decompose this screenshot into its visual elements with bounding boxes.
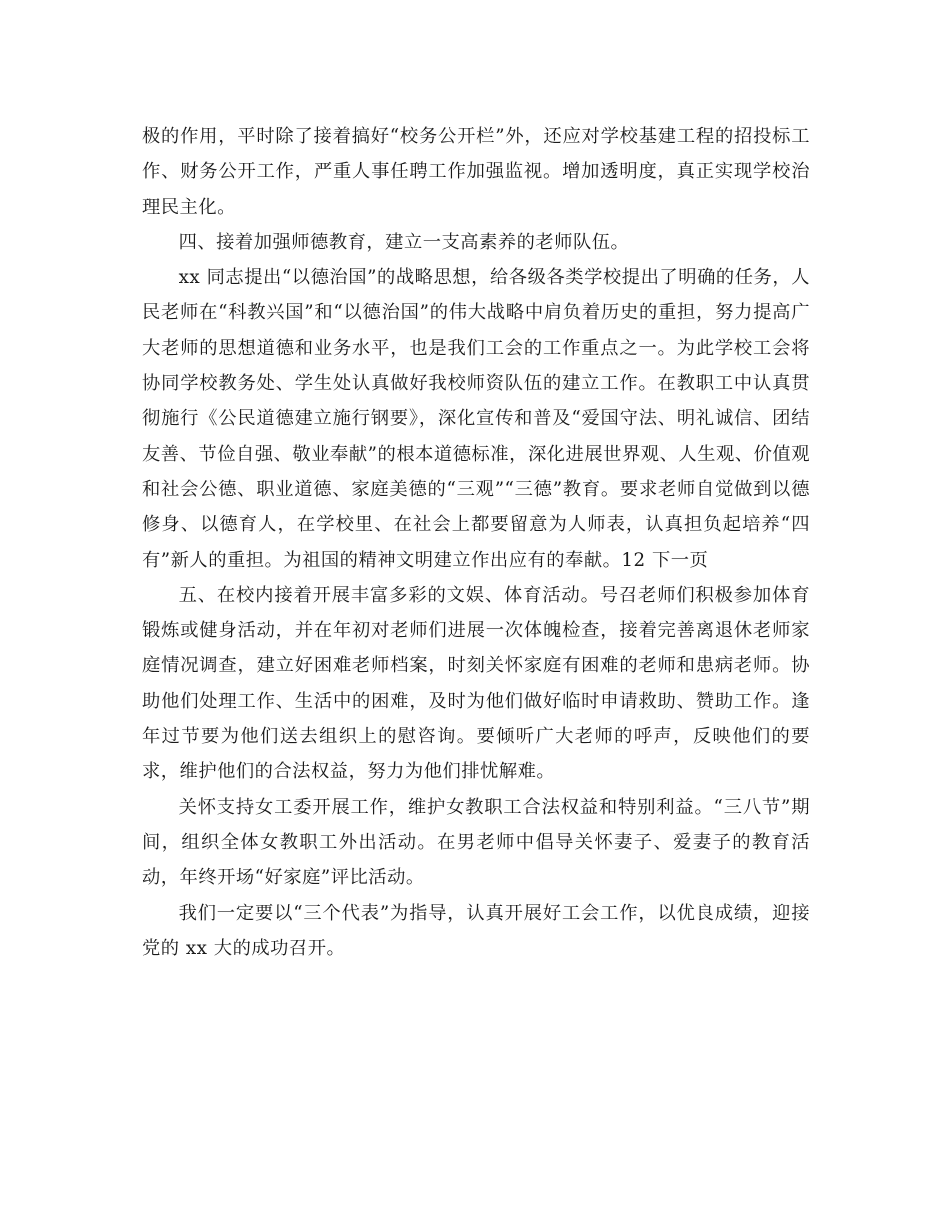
paragraph-women-committee: 关怀支持女工委开展工作，维护女教职工合法权益和特别利益。“三八节”期间，组织全体女教职工外出活动。在男老师中倡导关怀妻子、爱妻子的教育活动，年终开场“好家庭”评比活动。 <box>142 796 810 889</box>
paragraph-closing: 我们一定要以“三个代表”为指导，认真开展好工会工作，以优良成绩，迎接党的 xx 大的成功召开。 <box>142 902 810 959</box>
paragraph-section-four-body: xx 同志提出“以德治国”的战略思想，给各级各类学校提出了明确的任务，人民老师在“科教兴国”和“以德治国”的伟大战略中肩负着历史的重担，努力提高广大老师的思想道德和业务水平，也是我们工会的工作重点之一。为此学校工会将协同学校教务处、学生处认真做好我校师资队伍的建立工作。在教职工中认真贯彻施行《公民道德建立施行钢要》，深化宣传和普及“爱国守法、明礼诚信、团结友善、节俭自强、敬业奉献”的根本道德标准，深化进展世界观、人生观、价值观和社会公德、职业道德、家庭美德的“三观”“三德”教育。要求老师自觉做到以德修身、以德育人，在学校里、在社会上都要留意为人师表，认真担负起培养“四有”新人的重担。为祖国的精神文明建立作出应有的奉献。12 下一页 <box>142 267 810 571</box>
section-four-heading: 四、接着加强师德教育，建立一支高素养的老师队伍。 <box>178 231 630 253</box>
document-body <box>142 119 810 966</box>
paragraph-continuation: 极的作用，平时除了接着搞好“校务公开栏”外，还应对学校基建工程的招投标工作、财务公开工作，严重人事任聘工作加强监视。增加透明度，真正实现学校治理民主化。 <box>142 126 810 218</box>
paragraph-section-five: 五、在校内接着开展丰富多彩的文娱、体育活动。号召老师们积极参加体育锻炼或健身活动，并在年初对老师们进展一次体魄检查，接着完善离退休老师家庭情况调查，建立好困难老师档案，时刻关怀家庭有困难的老师和患病老师。协助他们处理工作、生活中的困难，及时为他们做好临时申请救助、赞助工作。逢年过节要为他们送去组织上的慰咨询。要倾听广大老师的呼声，反映他们的要求，维护他们的合法权益，努力为他们排忧解难。 <box>142 584 810 783</box>
